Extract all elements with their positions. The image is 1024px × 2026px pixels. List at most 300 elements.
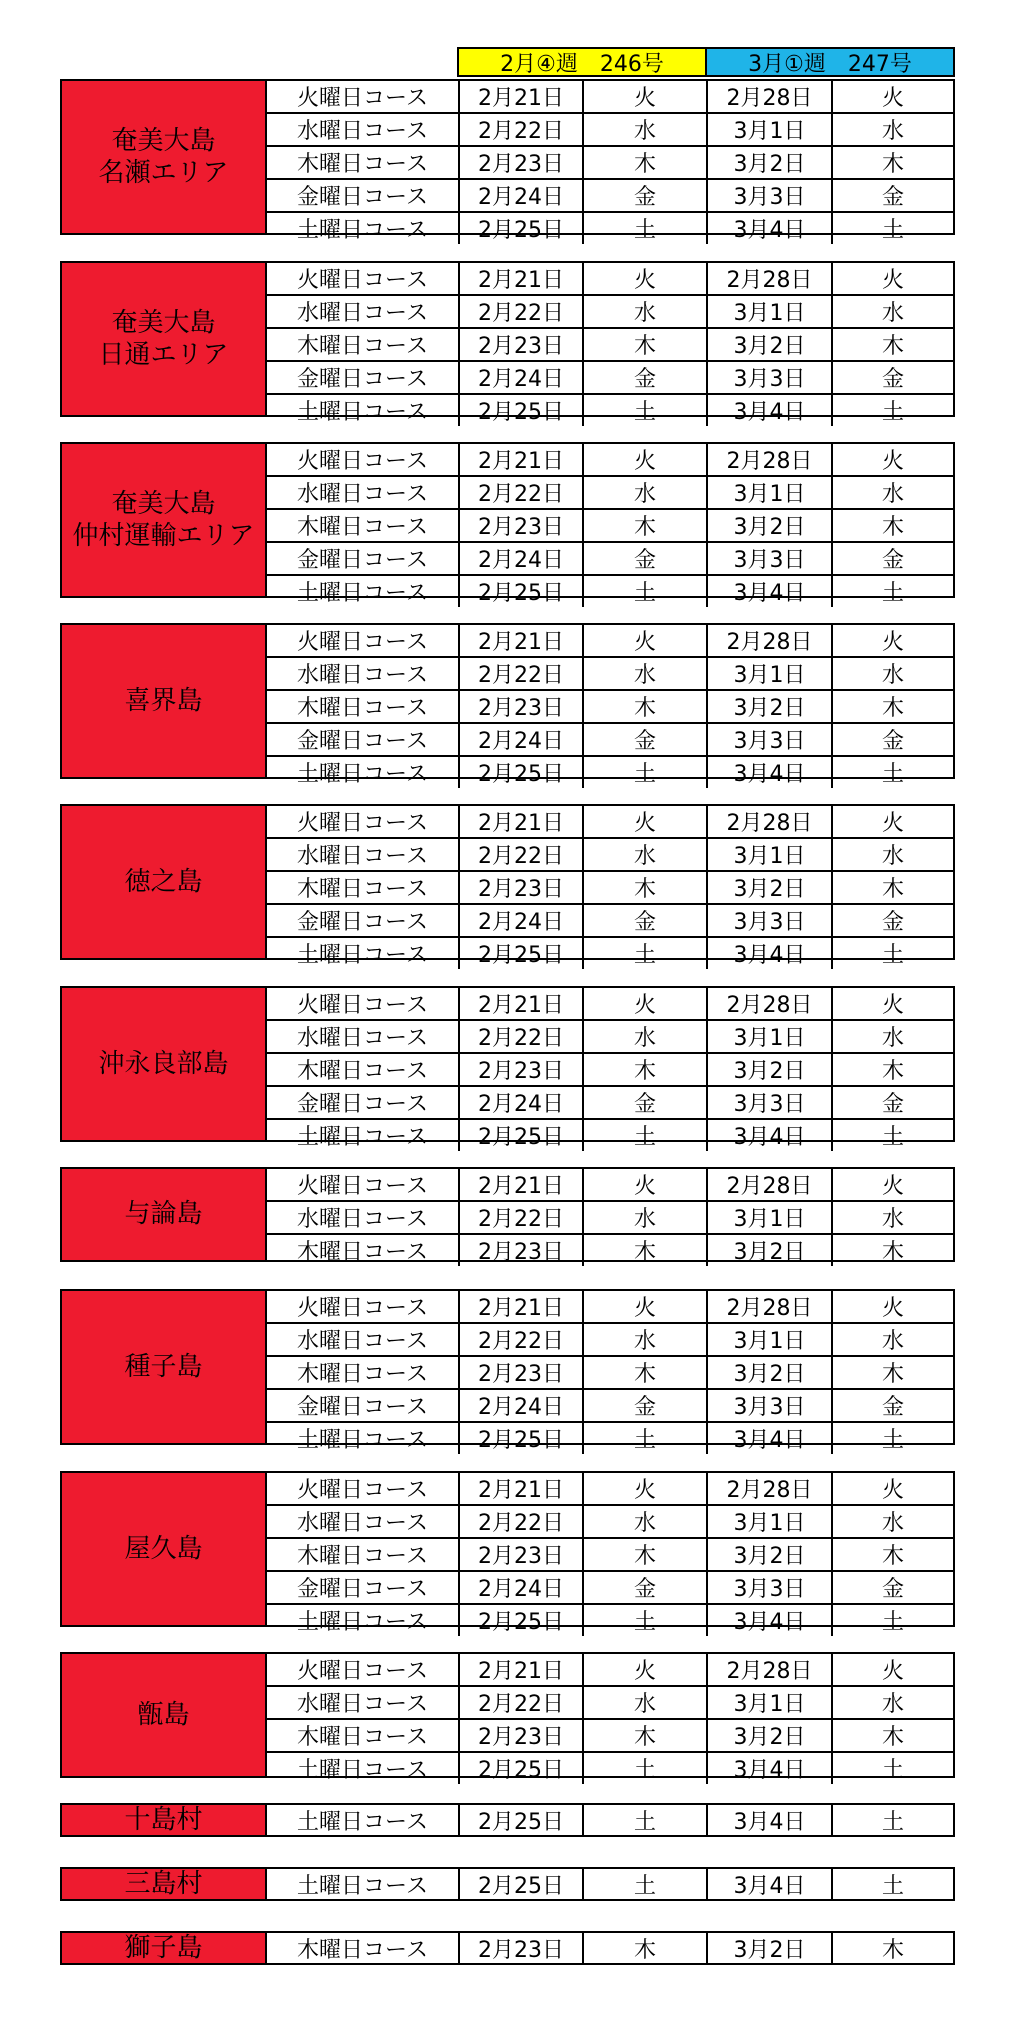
date-b-cell: 3月1日 xyxy=(708,839,833,870)
date-a-cell: 2月22日 xyxy=(460,1687,584,1718)
course-cell: 金曜日コース xyxy=(267,362,460,393)
course-cell: 水曜日コース xyxy=(267,477,460,508)
course-cell: 金曜日コース xyxy=(267,1390,460,1421)
course-cell: 木曜日コース xyxy=(267,1933,460,1964)
table-row xyxy=(267,691,953,724)
course-cell: 金曜日コース xyxy=(267,1572,460,1603)
day-b-cell: 水 xyxy=(881,1207,904,1232)
date-a-cell: 2月23日 xyxy=(460,1357,584,1388)
date-a-cell: 2月22日 xyxy=(460,1324,584,1355)
date-b-cell: 3月3日 xyxy=(708,543,833,574)
table-row xyxy=(267,543,953,576)
date-a-cell: 2月22日 xyxy=(460,296,584,327)
day-b-cell: 木 xyxy=(881,877,904,902)
day-a-cell: 金 xyxy=(584,1572,708,1603)
course-cell: 金曜日コース xyxy=(267,1087,460,1118)
date-b-cell: 3月2日 xyxy=(708,1357,833,1388)
date-a-cell: 2月22日 xyxy=(460,839,584,870)
area-name: 屋久島 xyxy=(62,1473,267,1625)
day-b-cell: 火 xyxy=(881,993,904,1018)
date-b-cell: 3月2日 xyxy=(708,691,833,722)
date-b-cell: 2月28日 xyxy=(708,1473,833,1504)
area-block xyxy=(60,442,955,606)
date-a-cell: 2月21日 xyxy=(460,1169,584,1200)
day-b-cell: 金 xyxy=(881,729,904,754)
day-a-cell: 土 xyxy=(584,576,708,607)
day-a-cell: 土 xyxy=(584,757,708,788)
date-b-cell: 3月2日 xyxy=(708,329,833,360)
course-cell: 土曜日コース xyxy=(267,1423,460,1454)
area-block xyxy=(60,1803,955,1837)
date-b-cell: 3月3日 xyxy=(708,905,833,936)
day-a-cell: 火 xyxy=(584,625,708,656)
area-name: 十島村 xyxy=(62,1805,267,1835)
date-b-cell: 2月28日 xyxy=(708,988,833,1019)
date-a-cell: 2月23日 xyxy=(460,1054,584,1085)
day-a-cell: 土 xyxy=(584,1423,708,1454)
date-a-cell: 2月25日 xyxy=(460,1423,584,1454)
date-a-cell: 2月23日 xyxy=(460,510,584,541)
area-block xyxy=(60,1867,955,1901)
table-row xyxy=(267,872,953,905)
course-cell: 木曜日コース xyxy=(267,1235,460,1266)
table-row xyxy=(267,1169,953,1202)
area-block xyxy=(60,1289,955,1453)
area-block xyxy=(60,804,955,968)
date-a-cell: 2月21日 xyxy=(460,1654,584,1685)
date-a-cell: 2月25日 xyxy=(460,1869,584,1900)
date-a-cell: 2月21日 xyxy=(460,81,584,112)
day-a-cell: 火 xyxy=(584,444,708,475)
day-a-cell: 金 xyxy=(584,180,708,211)
table-row xyxy=(267,329,953,362)
date-a-cell: 2月25日 xyxy=(460,213,584,244)
date-a-cell: 2月24日 xyxy=(460,180,584,211)
area-block xyxy=(60,623,955,787)
day-a-cell: 水 xyxy=(584,658,708,689)
day-b-cell: 金 xyxy=(881,1395,904,1420)
date-b-cell: 3月1日 xyxy=(708,296,833,327)
date-a-cell: 2月21日 xyxy=(460,625,584,656)
date-a-cell: 2月25日 xyxy=(460,395,584,426)
day-b-cell: 水 xyxy=(881,663,904,688)
date-b-cell: 3月4日 xyxy=(708,576,833,607)
course-cell: 水曜日コース xyxy=(267,1506,460,1537)
table-row xyxy=(267,1202,953,1235)
table-row xyxy=(267,658,953,691)
course-cell: 土曜日コース xyxy=(267,757,460,788)
course-cell: 水曜日コース xyxy=(267,1324,460,1355)
date-a-cell: 2月23日 xyxy=(460,329,584,360)
date-a-cell: 2月24日 xyxy=(460,1087,584,1118)
day-b-cell: 木 xyxy=(881,1725,904,1750)
table-row xyxy=(267,395,953,426)
date-b-cell: 3月3日 xyxy=(708,1087,833,1118)
table-row xyxy=(267,839,953,872)
date-a-cell: 2月23日 xyxy=(460,1235,584,1266)
date-b-cell: 3月2日 xyxy=(708,1235,833,1266)
date-b-cell: 2月28日 xyxy=(708,1291,833,1322)
course-cell: 火曜日コース xyxy=(267,81,460,112)
course-cell: 木曜日コース xyxy=(267,1539,460,1570)
course-cell: 火曜日コース xyxy=(267,625,460,656)
course-cell: 土曜日コース xyxy=(267,576,460,607)
day-a-cell: 水 xyxy=(584,114,708,145)
course-cell: 金曜日コース xyxy=(267,543,460,574)
day-b-cell: 水 xyxy=(881,1329,904,1354)
day-b-cell: 水 xyxy=(881,1511,904,1536)
course-cell: 火曜日コース xyxy=(267,1291,460,1322)
table-row xyxy=(267,296,953,329)
day-a-cell: 土 xyxy=(584,1605,708,1636)
table-row xyxy=(267,1572,953,1605)
area-name: 三島村 xyxy=(62,1869,267,1899)
course-cell: 火曜日コース xyxy=(267,444,460,475)
day-a-cell: 木 xyxy=(584,1720,708,1751)
course-cell: 木曜日コース xyxy=(267,1054,460,1085)
date-b-cell: 3月4日 xyxy=(708,1753,833,1784)
course-cell: 土曜日コース xyxy=(267,1869,460,1900)
course-cell: 木曜日コース xyxy=(267,510,460,541)
course-cell: 水曜日コース xyxy=(267,1021,460,1052)
area-block xyxy=(60,986,955,1150)
day-a-cell: 土 xyxy=(584,213,708,244)
table-row xyxy=(267,1087,953,1120)
table-row xyxy=(267,444,953,477)
day-b-cell: 金 xyxy=(881,1092,904,1117)
area-name: 与論島 xyxy=(62,1169,267,1260)
day-b-cell: 火 xyxy=(881,811,904,836)
date-a-cell: 2月23日 xyxy=(460,1933,584,1964)
course-cell: 木曜日コース xyxy=(267,1357,460,1388)
date-b-cell: 3月4日 xyxy=(708,1605,833,1636)
day-a-cell: 土 xyxy=(584,1869,708,1900)
day-a-cell: 火 xyxy=(584,81,708,112)
day-a-cell: 金 xyxy=(584,724,708,755)
day-b-cell: 土 xyxy=(881,1125,904,1150)
table-row xyxy=(267,1291,953,1324)
day-a-cell: 金 xyxy=(584,362,708,393)
table-row xyxy=(267,180,953,213)
table-row xyxy=(267,114,953,147)
course-cell: 水曜日コース xyxy=(267,658,460,689)
date-a-cell: 2月21日 xyxy=(460,1291,584,1322)
day-b-cell: 金 xyxy=(881,1577,904,1602)
course-cell: 火曜日コース xyxy=(267,263,460,294)
table-row xyxy=(267,905,953,938)
date-b-cell: 2月28日 xyxy=(708,806,833,837)
date-b-cell: 3月2日 xyxy=(708,872,833,903)
day-a-cell: 土 xyxy=(584,1753,708,1784)
day-b-cell: 火 xyxy=(881,86,904,111)
day-a-cell: 水 xyxy=(584,477,708,508)
date-b-cell: 3月1日 xyxy=(708,1324,833,1355)
day-a-cell: 火 xyxy=(584,806,708,837)
table-row xyxy=(267,625,953,658)
course-cell: 火曜日コース xyxy=(267,806,460,837)
date-a-cell: 2月21日 xyxy=(460,1473,584,1504)
day-b-cell: 金 xyxy=(881,910,904,935)
day-a-cell: 火 xyxy=(584,988,708,1019)
day-a-cell: 土 xyxy=(584,395,708,426)
date-a-cell: 2月21日 xyxy=(460,444,584,475)
course-cell: 火曜日コース xyxy=(267,988,460,1019)
day-a-cell: 火 xyxy=(584,263,708,294)
day-b-cell: 火 xyxy=(881,630,904,655)
table-row xyxy=(267,1021,953,1054)
date-b-cell: 3月3日 xyxy=(708,724,833,755)
table-row xyxy=(267,1605,953,1636)
date-a-cell: 2月25日 xyxy=(460,1605,584,1636)
day-b-cell: 土 xyxy=(881,1874,904,1899)
course-cell: 金曜日コース xyxy=(267,724,460,755)
table-row xyxy=(267,1539,953,1572)
course-cell: 木曜日コース xyxy=(267,872,460,903)
course-cell: 火曜日コース xyxy=(267,1169,460,1200)
day-b-cell: 金 xyxy=(881,548,904,573)
table-row xyxy=(267,988,953,1021)
day-b-cell: 火 xyxy=(881,268,904,293)
date-b-cell: 3月4日 xyxy=(708,1805,833,1836)
course-cell: 土曜日コース xyxy=(267,1753,460,1784)
day-a-cell: 木 xyxy=(584,691,708,722)
table-row xyxy=(267,1357,953,1390)
table-row xyxy=(267,147,953,180)
date-b-cell: 3月1日 xyxy=(708,658,833,689)
date-a-cell: 2月25日 xyxy=(460,576,584,607)
day-b-cell: 木 xyxy=(881,696,904,721)
course-cell: 水曜日コース xyxy=(267,1202,460,1233)
date-b-cell: 3月3日 xyxy=(708,362,833,393)
date-a-cell: 2月22日 xyxy=(460,114,584,145)
table-row xyxy=(267,1120,953,1151)
day-b-cell: 土 xyxy=(881,1810,904,1835)
table-row xyxy=(267,477,953,510)
date-a-cell: 2月25日 xyxy=(460,757,584,788)
day-a-cell: 木 xyxy=(584,872,708,903)
day-a-cell: 木 xyxy=(584,147,708,178)
week-header-246: 2月④週 246号 xyxy=(457,47,707,77)
area-name: 徳之島 xyxy=(62,806,267,958)
day-a-cell: 土 xyxy=(584,938,708,969)
date-b-cell: 3月4日 xyxy=(708,1120,833,1151)
date-b-cell: 3月2日 xyxy=(708,147,833,178)
course-cell: 土曜日コース xyxy=(267,213,460,244)
day-a-cell: 水 xyxy=(584,1506,708,1537)
day-b-cell: 火 xyxy=(881,1478,904,1503)
course-cell: 土曜日コース xyxy=(267,1605,460,1636)
date-b-cell: 3月4日 xyxy=(708,1869,833,1900)
date-b-cell: 2月28日 xyxy=(708,444,833,475)
date-a-cell: 2月22日 xyxy=(460,1021,584,1052)
day-b-cell: 金 xyxy=(881,367,904,392)
date-a-cell: 2月25日 xyxy=(460,938,584,969)
course-cell: 金曜日コース xyxy=(267,180,460,211)
day-a-cell: 金 xyxy=(584,905,708,936)
day-b-cell: 木 xyxy=(881,515,904,540)
day-b-cell: 木 xyxy=(881,1240,904,1265)
date-b-cell: 2月28日 xyxy=(708,263,833,294)
date-b-cell: 3月4日 xyxy=(708,1423,833,1454)
day-b-cell: 土 xyxy=(881,1758,904,1783)
week-header-247: 3月①週 247号 xyxy=(705,47,955,77)
area-block xyxy=(60,261,955,425)
course-cell: 木曜日コース xyxy=(267,329,460,360)
day-a-cell: 木 xyxy=(584,1235,708,1266)
day-b-cell: 木 xyxy=(881,334,904,359)
area-block xyxy=(60,1471,955,1635)
day-a-cell: 火 xyxy=(584,1473,708,1504)
date-a-cell: 2月23日 xyxy=(460,147,584,178)
day-a-cell: 木 xyxy=(584,1933,708,1964)
course-cell: 火曜日コース xyxy=(267,1473,460,1504)
date-a-cell: 2月23日 xyxy=(460,1720,584,1751)
day-b-cell: 木 xyxy=(881,1544,904,1569)
course-cell: 火曜日コース xyxy=(267,1654,460,1685)
table-row xyxy=(267,1933,953,1964)
table-row xyxy=(267,1720,953,1753)
area-block xyxy=(60,1652,955,1783)
date-b-cell: 3月3日 xyxy=(708,180,833,211)
table-row xyxy=(267,806,953,839)
day-a-cell: 木 xyxy=(584,1539,708,1570)
table-row xyxy=(267,1805,953,1836)
date-a-cell: 2月23日 xyxy=(460,872,584,903)
day-b-cell: 土 xyxy=(881,1610,904,1635)
course-cell: 木曜日コース xyxy=(267,147,460,178)
day-a-cell: 水 xyxy=(584,296,708,327)
day-b-cell: 土 xyxy=(881,400,904,425)
course-cell: 金曜日コース xyxy=(267,905,460,936)
area-name: 奄美大島 日通エリア xyxy=(62,263,267,415)
table-row xyxy=(267,1423,953,1454)
date-b-cell: 3月3日 xyxy=(708,1390,833,1421)
day-b-cell: 土 xyxy=(881,581,904,606)
day-b-cell: 水 xyxy=(881,844,904,869)
table-row xyxy=(267,1235,953,1266)
table-row xyxy=(267,938,953,969)
date-a-cell: 2月25日 xyxy=(460,1805,584,1836)
area-block xyxy=(60,1931,955,1965)
day-a-cell: 水 xyxy=(584,839,708,870)
table-row xyxy=(267,362,953,395)
day-a-cell: 木 xyxy=(584,1357,708,1388)
table-row xyxy=(267,1473,953,1506)
area-name: 喜界島 xyxy=(62,625,267,777)
table-row xyxy=(267,724,953,757)
date-a-cell: 2月25日 xyxy=(460,1120,584,1151)
day-b-cell: 土 xyxy=(881,218,904,243)
date-b-cell: 3月4日 xyxy=(708,395,833,426)
day-b-cell: 土 xyxy=(881,943,904,968)
day-b-cell: 水 xyxy=(881,482,904,507)
date-b-cell: 3月2日 xyxy=(708,1933,833,1964)
table-row xyxy=(267,1506,953,1539)
area-name: 沖永良部島 xyxy=(62,988,267,1140)
date-b-cell: 3月1日 xyxy=(708,1021,833,1052)
area-name: 甑島 xyxy=(62,1654,267,1776)
date-a-cell: 2月23日 xyxy=(460,691,584,722)
table-row xyxy=(267,1324,953,1357)
date-a-cell: 2月24日 xyxy=(460,1390,584,1421)
day-a-cell: 金 xyxy=(584,543,708,574)
date-a-cell: 2月24日 xyxy=(460,724,584,755)
day-b-cell: 火 xyxy=(881,449,904,474)
date-b-cell: 3月1日 xyxy=(708,477,833,508)
table-row xyxy=(267,1390,953,1423)
area-name: 奄美大島 名瀬エリア xyxy=(62,81,267,233)
date-b-cell: 3月4日 xyxy=(708,938,833,969)
area-block xyxy=(60,1167,955,1265)
date-b-cell: 3月2日 xyxy=(708,1539,833,1570)
day-b-cell: 木 xyxy=(881,1938,904,1963)
area-name: 奄美大島 仲村運輸エリア xyxy=(62,444,267,596)
date-a-cell: 2月24日 xyxy=(460,1572,584,1603)
day-a-cell: 木 xyxy=(584,1054,708,1085)
day-a-cell: 火 xyxy=(584,1291,708,1322)
day-b-cell: 土 xyxy=(881,1428,904,1453)
table-row xyxy=(267,1687,953,1720)
date-b-cell: 2月28日 xyxy=(708,625,833,656)
date-a-cell: 2月23日 xyxy=(460,1539,584,1570)
date-b-cell: 2月28日 xyxy=(708,1169,833,1200)
date-a-cell: 2月24日 xyxy=(460,905,584,936)
date-a-cell: 2月21日 xyxy=(460,806,584,837)
date-b-cell: 3月2日 xyxy=(708,1720,833,1751)
date-b-cell: 3月1日 xyxy=(708,1506,833,1537)
course-cell: 水曜日コース xyxy=(267,839,460,870)
day-b-cell: 木 xyxy=(881,1362,904,1387)
date-a-cell: 2月22日 xyxy=(460,1506,584,1537)
day-a-cell: 火 xyxy=(584,1654,708,1685)
day-b-cell: 土 xyxy=(881,762,904,787)
date-b-cell: 3月2日 xyxy=(708,510,833,541)
table-row xyxy=(267,1654,953,1687)
table-row xyxy=(267,81,953,114)
date-a-cell: 2月22日 xyxy=(460,1202,584,1233)
day-a-cell: 水 xyxy=(584,1324,708,1355)
day-b-cell: 火 xyxy=(881,1174,904,1199)
table-row xyxy=(267,213,953,244)
day-b-cell: 木 xyxy=(881,152,904,177)
course-cell: 土曜日コース xyxy=(267,1120,460,1151)
day-a-cell: 水 xyxy=(584,1021,708,1052)
day-a-cell: 金 xyxy=(584,1087,708,1118)
day-a-cell: 火 xyxy=(584,1169,708,1200)
table-row xyxy=(267,1054,953,1087)
course-cell: 木曜日コース xyxy=(267,691,460,722)
day-a-cell: 木 xyxy=(584,329,708,360)
table-row xyxy=(267,757,953,788)
day-b-cell: 木 xyxy=(881,1059,904,1084)
date-b-cell: 3月1日 xyxy=(708,114,833,145)
day-a-cell: 土 xyxy=(584,1120,708,1151)
course-cell: 水曜日コース xyxy=(267,1687,460,1718)
area-block xyxy=(60,79,955,243)
area-name: 獅子島 xyxy=(62,1933,267,1963)
day-a-cell: 木 xyxy=(584,510,708,541)
day-b-cell: 火 xyxy=(881,1296,904,1321)
day-b-cell: 水 xyxy=(881,1692,904,1717)
table-row xyxy=(267,1869,953,1900)
day-b-cell: 水 xyxy=(881,1026,904,1051)
course-cell: 水曜日コース xyxy=(267,296,460,327)
course-cell: 土曜日コース xyxy=(267,1805,460,1836)
date-b-cell: 3月4日 xyxy=(708,757,833,788)
table-row xyxy=(267,510,953,543)
day-a-cell: 金 xyxy=(584,1390,708,1421)
date-b-cell: 3月3日 xyxy=(708,1572,833,1603)
